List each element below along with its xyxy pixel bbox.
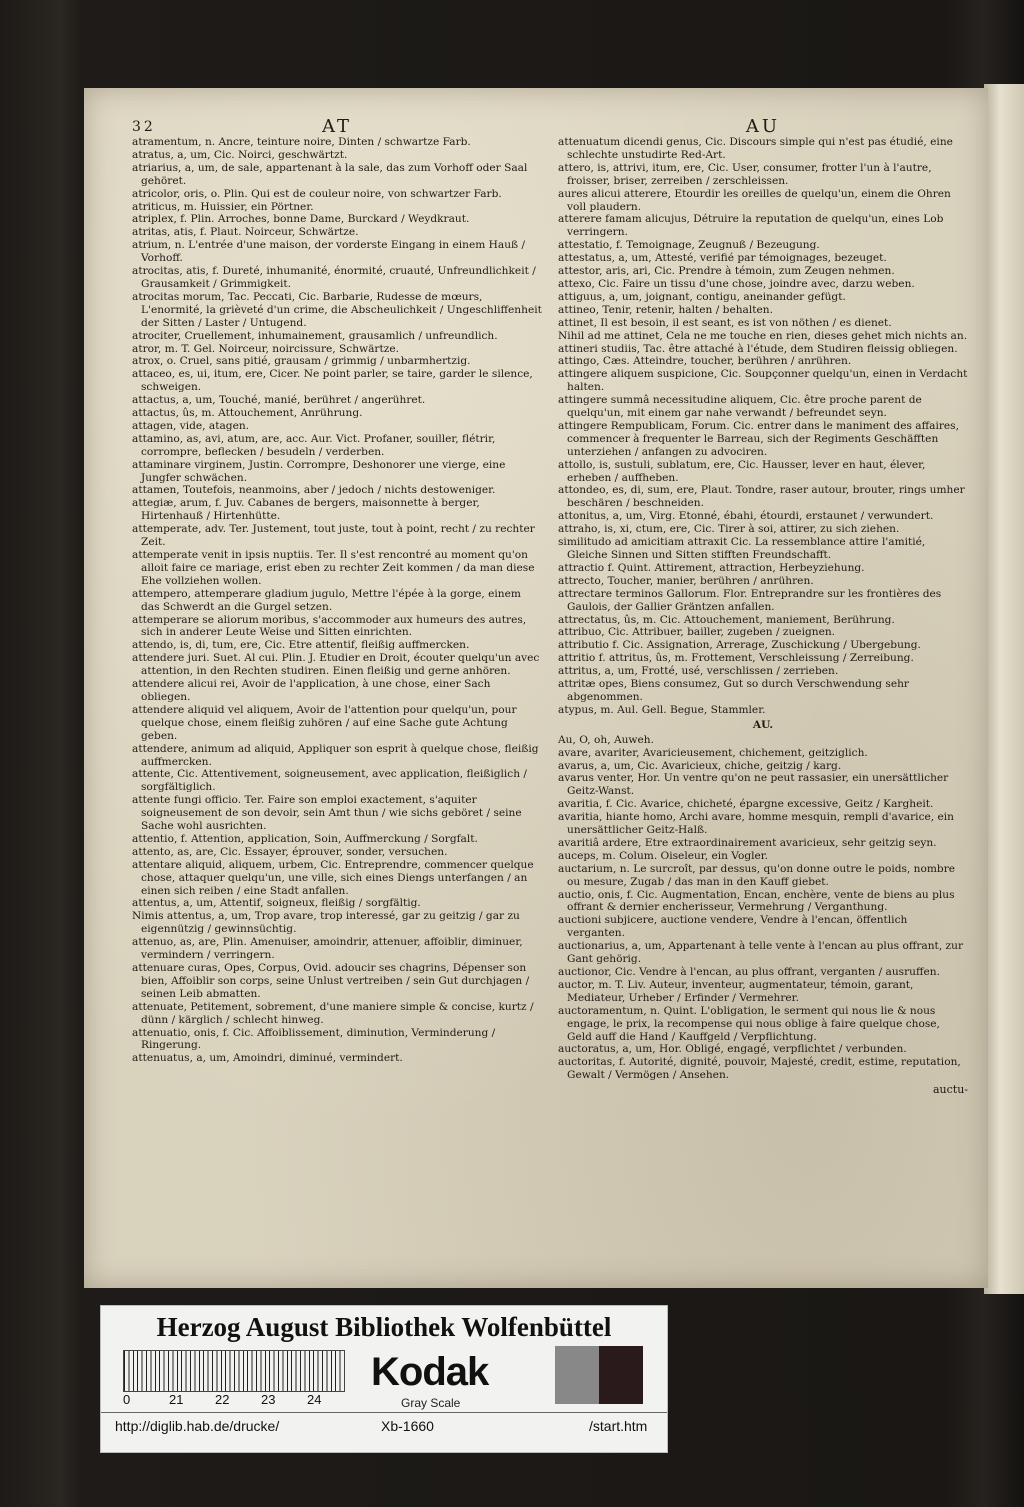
dictionary-entry: atricolor, oris, o. Plin. Qui est de couleur noire, von schwartzer Farb.	[132, 187, 502, 200]
dictionary-entry: attonitus, a, um, Virg. Etonné, ébahi, étourdi, erstaunet / verwundert.	[558, 510, 934, 523]
next-page-edge	[984, 84, 1024, 1294]
dictionary-entry: Au, O, oh, Auweh.	[558, 733, 654, 746]
dictionary-entry: attentio, f. Attention, application, Soin, Auffmerckung / Sorgfalt.	[132, 832, 478, 845]
section-subhead: AU.	[752, 718, 774, 731]
dictionary-entry: atrox, o. Cruel, sans pitié, grausam / grimmig / unbarmhertzig.	[132, 355, 471, 368]
dictionary-entry: aures alicui atterere, Etourdir les oreilles de quelqu'un, einem die Ohren voll plaudern.	[558, 187, 951, 213]
left-column	[132, 118, 542, 1065]
dictionary-entry: auctionarius, a, um, Appartenant à telle vente à l'encan au plus offrant, zur Gant gehörig.	[558, 940, 964, 966]
dictionary-entry: Nimis attentus, a, um, Trop avare, trop interessé, gar zu geitzig / gar zu eigennützig / gewinnsüchtig.	[132, 910, 520, 936]
dictionary-entry: attendo, is, di, tum, ere, Cic. Etre attentif, fleißig auffmercken.	[132, 639, 470, 652]
dictionary-entry: attollo, is, sustuli, sublatum, ere, Cic. Hausser, lever en haut, élever, erheben / auffheben.	[558, 458, 926, 484]
dictionary-entry: atratus, a, um, Cic. Noirci, geschwärtzt.	[132, 148, 348, 161]
dictionary-entry: attingere summâ necessitudine aliquem, Cic. être proche parent de quelqu'un, mit einem gar nahe verwandt / befreundet seyn.	[558, 394, 922, 420]
dictionary-entry: atrocitas morum, Tac. Peccati, Cic. Barbarie, Rudesse de mœurs, L'enormité, la grièveté d'un crime, die Abscheulichkeit / Ungeschliffenheit der Sitten / Laster / Untugend.	[132, 290, 542, 329]
dictionary-entry: attineri studiis, Tac. être attaché à l'étude, dem Studiren fleissig obliegen.	[558, 342, 958, 355]
dictionary-entry: attentare aliquid, aliquem, urbem, Cic. Entreprendre, commencer quelque chose, attaquer quelqu'un, une ville, sich eines Diengs unterfangen / an einen sich reiben / eine Stadt anfallen.	[132, 858, 534, 897]
left-head-letters: AT	[321, 116, 353, 137]
dictionary-entry: attenuare curas, Opes, Corpus, Ovid. adoucir ses chagrins, Dépenser son bien, Affoiblir son corps, seine Unlust vertreiben / sein Gut durchjagen / seinen Leib abmatten.	[132, 962, 530, 1000]
dictionary-entry: attexo, Cic. Faire un tissu d'une chose, joindre avec, darzu weben.	[558, 277, 915, 290]
dictionary-entry: attrectatus, ûs, m. Cic. Attouchement, maniement, Berührung.	[558, 613, 895, 626]
dictionary-entry: attingere Rempublicam, Forum. Cic. entrer dans le maniment des affaires, commencer à frequenter le Barreau, sich der Regiments Geschäfften unterziehen / anfangen zu advociren.	[558, 419, 959, 458]
dictionary-entry: attento, as, are, Cic. Essayer, éprouver, sonder, versuchen.	[132, 845, 448, 858]
dictionary-entry: auctioni subjicere, auctione vendere, Vendre à l'encan, öffentlich verganten.	[558, 914, 908, 940]
dictionary-entry: atrium, n. L'entrée d'une maison, der vorderste Eingang in einem Hauß / Vorhoff.	[132, 239, 526, 265]
dictionary-entry: attentus, a, um, Attentif, soigneux, fleißig / sorgfältig.	[132, 897, 421, 910]
dictionary-entry: atriticus, m. Huissier, ein Pörtner.	[132, 200, 314, 213]
gray-scale-label: Gray Scale	[401, 1396, 461, 1410]
book-page	[84, 88, 988, 1288]
dictionary-entry: atypus, m. Aul. Gell. Begue, Stammler.	[558, 703, 766, 716]
dictionary-entry: attero, is, attrivi, itum, ere, Cic. User, consumer, frotter l'un à l'autre, froisser, briser, zerreiben / zerschleissen.	[558, 161, 932, 187]
dictionary-entry: attingere aliquem suspicione, Cic. Soupçonner quelqu'un, einen in Verdacht halten.	[558, 368, 968, 394]
dictionary-entry: attritus, a, um, Frotté, usé, verschlissen / zerrieben.	[558, 665, 839, 678]
dictionary-entry: auctoramentum, n. Quint. L'obligation, le serment qui nous lie & nous engage, le prix, la recompense qui nous oblige à faire quelque chose, Geld auff die Hand / Kauffgeld / Verpflichtung.	[558, 1004, 940, 1043]
dictionary-entry: attente fungi officio. Ter. Faire son emploi exactement, s'aquiter soigneusement de son devoir, sein Amt thun / wie sichs geböret / seine Sache wohl ausrichten.	[132, 794, 522, 833]
dictionary-entry: auceps, m. Colum. Oiseleur, ein Vogler.	[558, 849, 769, 862]
dictionary-entry: attempero, attemperare gladium jugulo, Mettre l'épée à la gorge, einem das Schwerdt an die Gurgel setzen.	[132, 587, 521, 613]
dictionary-entry: attestor, aris, ari, Cic. Prendre à témoin, zum Zeugen nehmen.	[558, 265, 895, 278]
dictionary-entry: attestatus, a, um, Attesté, verifié par témoignages, bezeuget.	[558, 252, 887, 265]
dictionary-entry: attraho, is, xi, ctum, ere, Cic. Tirer à soi, attirer, zu sich ziehen.	[558, 523, 900, 536]
dictionary-entry: attaminare virginem, Justin. Corrompre, Deshonorer une vierge, eine Jungfer schwächen.	[132, 458, 506, 484]
dictionary-entry: attactus, ûs, m. Attouchement, Anrührung.	[132, 407, 363, 420]
left-entries	[132, 136, 542, 1065]
dictionary-entry: attractio f. Quint. Attirement, attraction, Herbeyziehung.	[558, 561, 865, 574]
dictionary-entry: attamino, as, avi, atum, are, acc. Aur. Vict. Profaner, souiller, flétrir, corrompre, beflecken / besudeln / verderben.	[132, 432, 496, 458]
dictionary-entry: attribuo, Cic. Attribuer, bailler, zugeben / zueignen.	[558, 626, 836, 639]
start-label: /start.htm	[589, 1418, 648, 1434]
dictionary-entry: attinet, Il est besoin, il est seant, es ist von nöthen / es dienet.	[558, 316, 892, 329]
dictionary-entry: atriplex, f. Plin. Arroches, bonne Dame, Burckard / Weydkraut.	[132, 213, 470, 226]
dictionary-entry: attestatio, f. Temoignage, Zeugnuß / Bezeugung.	[558, 239, 820, 252]
dictionary-entry: auctio, onis, f. Cic. Augmentation, Encan, enchère, vente de biens au plus offrant & dernier encherisseur, Vermehrung / Verganthung.	[558, 888, 955, 914]
dictionary-entry: attendere aliquid vel aliquem, Avoir de l'attention pour quelqu'un, pour quelque chose, einem fleißig zuhören / auf eine Sache gute Achtung geben.	[132, 703, 517, 742]
catchword: auctu-	[932, 1083, 968, 1097]
dictionary-entry: similitudo ad amicitiam attraxit Cic. La ressemblance attire l'amitié, Gleiche Sinnen und Sitten stifften Freundschafft.	[558, 536, 926, 561]
shelfmark-label: Xb-1660	[381, 1418, 434, 1434]
dictionary-entry: atrocitas, atis, f. Dureté, inhumanité, énormité, cruauté, Unfreundlichkeit / Grausamkeit / Grimmigkeit.	[132, 265, 536, 290]
dictionary-entry: attenuatum dicendi genus, Cic. Discours simple qui n'est pas étudié, eine schlechte unstudirte Red-Art.	[558, 136, 953, 161]
dark-patch	[599, 1346, 643, 1404]
dictionary-entry: attineo, Tenir, retenir, halten / behalten.	[558, 303, 773, 316]
library-name: Herzog August Bibliothek Wolfenbüttel	[156, 1312, 612, 1342]
dictionary-entry: attritio f. attritus, ûs, m. Frottement, Verschleissung / Zerreibung.	[558, 652, 914, 665]
dictionary-entry: auctoritas, f. Autorité, dignité, pouvoir, Majesté, credit, estime, reputation, Gewalt / Vermögen / Ansehen.	[558, 1056, 961, 1082]
dictionary-entry: atterere famam alicujus, Détruire la reputation de quelqu'un, eines Lob verringern.	[558, 213, 944, 239]
ruler-number: 21	[169, 1392, 184, 1407]
dictionary-entry: attenuatus, a, um, Amoindri, diminué, vermindert.	[132, 1052, 403, 1065]
ruler-number: 22	[215, 1392, 230, 1407]
dictionary-entry: attrecto, Toucher, manier, berühren / anrühren.	[558, 574, 814, 587]
dictionary-entry: attritæ opes, Biens consumez, Gut so durch Verschwendung sehr abgenommen.	[558, 678, 909, 703]
dictionary-entry: auctor, m. T. Liv. Auteur, inventeur, augmentateur, témoin, garant, Mediateur, Urheber / Erfinder / Vermehrer.	[558, 978, 914, 1004]
right-entries	[558, 136, 968, 717]
gray-patch	[555, 1346, 599, 1404]
dictionary-entry: attingo, Cæs. Atteindre, toucher, berühren / anrühren.	[558, 355, 852, 368]
dictionary-entry: attamen, Toutefois, neanmoins, aber / jedoch / nichts destoweniger.	[132, 484, 496, 497]
dictionary-entry: attemperate venit in ipsis nuptiis. Ter. Il s'est rencontré au moment qu'on alloit faire ce mariage, erist eben zu rechter Zeit kommen / da man diese Ehe vollziehen wollen.	[132, 549, 535, 587]
right-entries-2	[558, 734, 968, 1082]
dictionary-entry: atror, m. T. Gel. Noirceur, noircissure, Schwärtze.	[132, 342, 399, 355]
right-column-head: AU	[745, 116, 781, 137]
dictionary-entry: avarus, a, um, Cic. Avaricieux, chiche, geitzig / karg.	[558, 759, 842, 772]
dictionary-entry: attiguus, a, um, joignant, contigu, aneinander gefügt.	[558, 290, 846, 303]
dictionary-entry: attendere juri. Suet. Al cui. Plin. J. Etudier en Droit, écouter quelqu'un avec attention, in den Rechten studiren. Einen fleißig und gerne anhören.	[132, 652, 540, 678]
dictionary-entry: attagen, vide, atagen.	[132, 419, 250, 432]
dictionary-entry: attendere alicui rei, Avoir de l'application, à une chose, einer Sach obliegen.	[132, 678, 491, 703]
dictionary-entry: attente, Cic. Attentivement, soigneusement, avec application, fleißiglich / sorgfältiglich.	[132, 768, 527, 794]
dictionary-entry: attemperare se aliorum moribus, s'accommoder aux humeurs des autres, sich in anderer Leute Weise und Sitten einrichten.	[132, 613, 527, 639]
dictionary-entry: attenuate, Petitement, sobrement, d'une maniere simple & concise, kurtz / dünn / kärglich / schlecht hinweg.	[132, 1000, 534, 1026]
page-number: 32	[132, 119, 156, 135]
kodak-logo: Kodak	[371, 1350, 489, 1394]
ruler-number: 23	[261, 1392, 276, 1407]
dictionary-entry: attenuo, as, are, Plin. Amenuiser, amoindrir, attenuer, affoiblir, diminuer, vermindern / verringern.	[132, 936, 523, 962]
left-column-head	[132, 118, 542, 136]
dictionary-entry: avarus venter, Hor. Un ventre qu'on ne peut rassasier, ein unersättlicher Geitz-Wanst.	[558, 772, 949, 798]
color-target-card	[100, 1305, 668, 1453]
dictionary-entry: auctoratus, a, um, Hor. Obligé, engagé, verpflichtet / verbunden.	[558, 1043, 907, 1056]
dictionary-entry: Nihil ad me attinet, Cela ne me touche en rien, dieses gehet mich nichts an.	[558, 329, 968, 342]
url-label: http://diglib.hab.de/drucke/	[115, 1418, 280, 1434]
dictionary-entry: attondeo, es, di, sum, ere, Plaut. Tondre, raser autour, brouter, rings umher beschären / beschneiden.	[558, 484, 965, 510]
dictionary-entry: avaritiâ ardere, Etre extraordinairement avaricieux, sehr geitzig seyn.	[558, 836, 937, 849]
dictionary-entry: atrociter, Cruellement, inhumainement, grausamlich / unfreundlich.	[132, 329, 498, 342]
dictionary-entry: atramentum, n. Ancre, teinture noire, Dinten / schwartze Farb.	[132, 136, 471, 148]
ruler-number: 24	[307, 1392, 322, 1407]
right-column	[558, 118, 968, 1097]
dictionary-entry: avaritia, f. Cic. Avarice, chicheté, épargne excessive, Geitz / Kargheit.	[558, 798, 934, 811]
dictionary-entry: attactus, a, um, Touché, manié, berühret / angerühret.	[132, 394, 426, 407]
dictionary-entry: attemperate, adv. Ter. Justement, tout juste, tout à point, recht / zu rechter Zeit.	[132, 523, 535, 549]
dictionary-entry: auctionor, Cic. Vendre à l'encan, au plus offrant, verganten / ausruffen.	[558, 966, 940, 978]
dictionary-entry: attendere, animum ad aliquid, Appliquer son esprit à quelque chose, fleißig auffmercken.	[132, 742, 539, 768]
dictionary-entry: avaritia, hiante homo, Archi avare, homme mesquin, rempli d'avarice, ein unersättlicher Geitz-Halß.	[558, 811, 954, 837]
dictionary-entry: attrectare terminos Gallorum. Flor. Entreprandre sur les frontières des Gaulois, der Gallier Gräntzen anfallen.	[558, 587, 942, 613]
dictionary-entry: attributio f. Cic. Assignation, Arrerage, Zuschickung / Ubergebung.	[558, 639, 921, 652]
dictionary-entry: attenuatio, onis, f. Cic. Affoiblissement, diminution, Verminderung / Ringerung.	[132, 1026, 496, 1052]
dictionary-entry: auctarium, n. Le surcroît, par dessus, qu'on donne outre le poids, nombre ou mesure, Zugab / das man in den Kauff giebet.	[558, 862, 956, 888]
dictionary-entry: atriarius, a, um, de sale, appartenant à la sale, das zum Vorhoff oder Saal gehöret.	[132, 161, 528, 187]
dictionary-entry: attegiæ, arum, f. Juv. Cabanes de bergers, maisonnette à berger, Hirtenhauß / Hirtenhütte.	[132, 497, 480, 523]
dictionary-entry: attaceo, es, ui, itum, ere, Cicer. Ne point parler, se taire, garder le silence, schweigen.	[132, 368, 533, 394]
ruler-number: 0	[123, 1392, 131, 1407]
dictionary-entry: atritas, atis, f. Plaut. Noirceur, Schwärtze.	[132, 226, 359, 239]
dictionary-entry: avare, avariter, Avaricieusement, chichement, geitziglich.	[558, 746, 868, 759]
ruler-scale	[123, 1350, 345, 1392]
divider	[101, 1412, 667, 1413]
